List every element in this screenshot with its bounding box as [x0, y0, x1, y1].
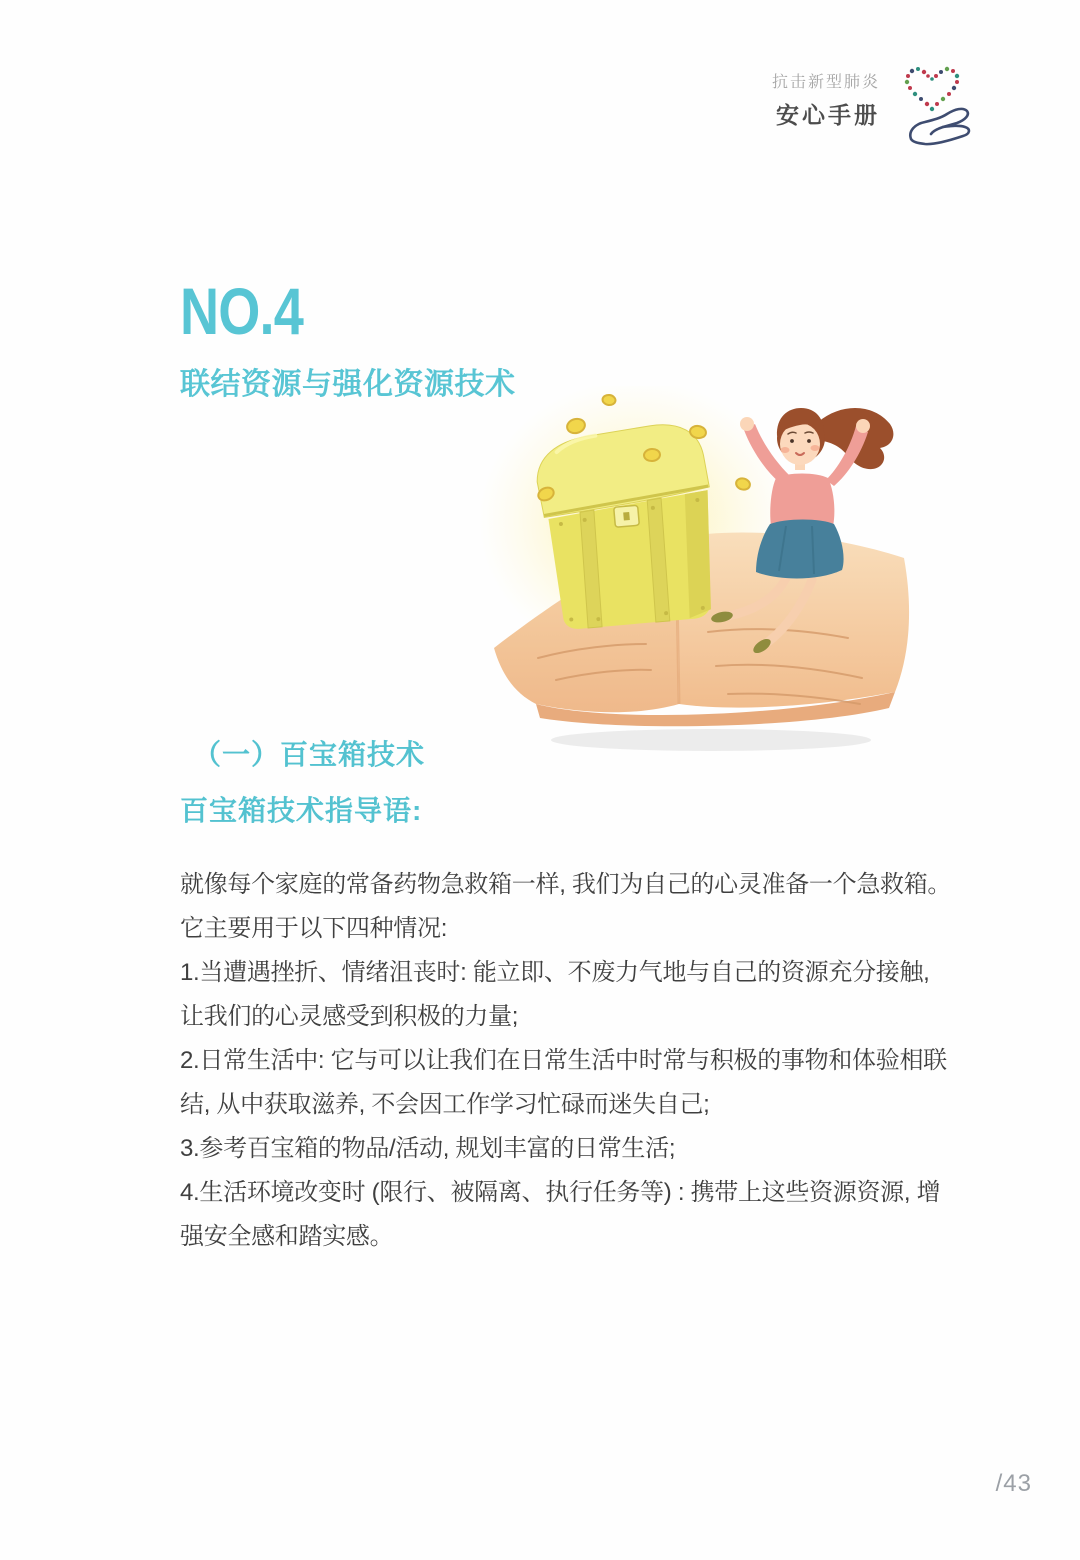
usage-item-3: 3.参考百宝箱的物品/活动, 规划丰富的日常生活; — [180, 1135, 676, 1162]
subsection-title: （一）百宝箱技术 — [193, 739, 426, 770]
body-text — [180, 863, 952, 1259]
section-header — [180, 274, 516, 403]
treasure-chest-icon — [533, 421, 720, 631]
usage-item-2: 2.日常生活中: 它与可以让我们在日常生活中时常与积极的事物和体验相联结, 从中获取滋养, 不会因工作学习忙碌而迷失自己; — [180, 1047, 947, 1118]
section-number: NO.4 — [180, 274, 304, 348]
treasure-chest-book-illustration-svg — [476, 386, 924, 762]
section-title: 联结资源与强化资源技术 — [180, 367, 516, 401]
header-tagline: 抗击新型肺炎 — [771, 74, 880, 91]
giving-hand-icon — [910, 109, 969, 144]
usage-intro: 它主要用于以下四种情况: — [180, 915, 448, 942]
intro-paragraph: 就像每个家庭的常备药物急救箱一样, 我们为自己的心灵准备一个急救箱。 — [180, 871, 952, 898]
header-text — [772, 69, 880, 152]
heart-confetti-icon — [905, 67, 959, 111]
page-number: /43 — [995, 1470, 1032, 1497]
header-title: 安心手册 — [776, 102, 880, 128]
book-shadow — [551, 729, 871, 751]
header — [772, 60, 980, 152]
usage-item-1: 1.当遭遇挫折、情绪沮丧时: 能立即、不废力气地与自己的资源充分接触, 让我们的心灵感受到积极的力量; — [180, 959, 930, 1030]
heart-hand-icon — [884, 60, 980, 152]
usage-item-4: 4.生活环境改变时 (限行、被隔离、执行任务等) : 携带上这些资源资源, 增强安全感和踏实感。 — [180, 1179, 941, 1250]
treasure-chest-book-illustration — [476, 386, 924, 762]
handbook-logo — [884, 60, 980, 152]
lead-title: 百宝箱技术指导语: — [180, 795, 423, 826]
